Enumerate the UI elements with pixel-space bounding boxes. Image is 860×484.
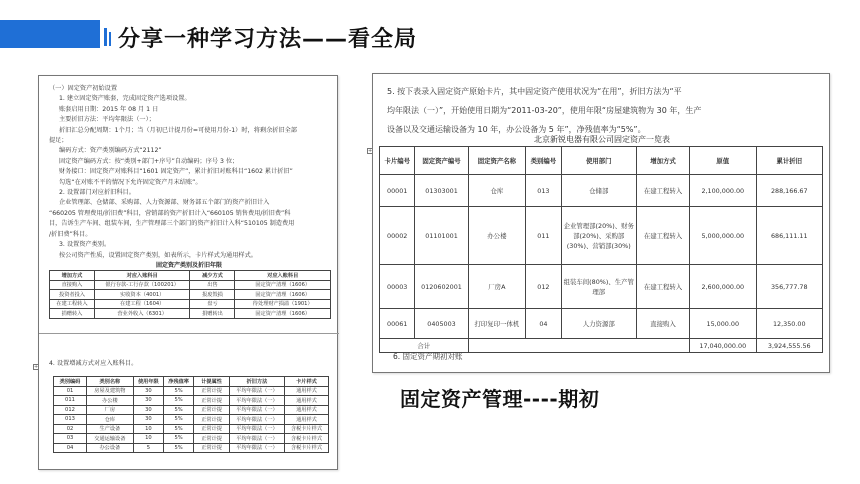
column-header: 类别名称 <box>87 377 134 387</box>
title-accent-tick <box>109 32 111 46</box>
table-cell: 013 <box>54 415 87 425</box>
table-cell: 00002 <box>380 207 415 265</box>
table-cell: 30 <box>133 415 163 425</box>
table-cell: 平均年限法（一） <box>230 396 285 406</box>
instruction-line: /折旧费”科目。 <box>49 230 92 238</box>
instruction-line: 财务接口：固定资产对账科目“1601 固定资产”，累计折旧对账科目“1602 累计折旧” <box>59 168 293 176</box>
table-cell: 交通运输设备 <box>87 434 134 444</box>
column-header: 卡片编号 <box>380 147 415 175</box>
table-cell: 在建工程转入 <box>50 299 95 309</box>
table-cell: 固定资产清理（1606） <box>235 290 331 300</box>
column-header: 增加方式 <box>636 147 689 175</box>
instruction-line: 4. 设置增减方式对应入账科目。 <box>49 360 138 367</box>
table-header-row <box>54 377 329 387</box>
table-cell: 30 <box>133 396 163 406</box>
table-row <box>54 443 329 453</box>
table-cell: 仓储部 <box>561 175 636 207</box>
table-cell: 固定资产清理（1606） <box>235 280 331 290</box>
table-cell: 2,100,000.00 <box>690 175 756 207</box>
table-cell: 00061 <box>380 309 415 339</box>
table-cell: 含税卡片样式 <box>285 424 329 434</box>
instruction-line: 均年限法（一）”，开始使用日期为“2011-03-20”，使用年限“房屋建筑物为 30 年，生产 <box>387 106 702 115</box>
table-cell: 固定资产清理（1606） <box>235 309 331 319</box>
table-row <box>50 290 331 300</box>
table-cell: 011 <box>54 396 87 406</box>
table-row <box>380 207 823 265</box>
table-cell: 在建工程转入 <box>636 207 689 265</box>
table-cell: 01303001 <box>415 175 468 207</box>
table-anchor-icon[interactable]: + <box>368 148 373 154</box>
column-header: 使用部门 <box>561 147 636 175</box>
column-header: 类别编码 <box>54 377 87 387</box>
instruction-line: “660205 管理费用/折旧费”科目，营销部的资产折旧计入“660105 销售费用/折旧费”科 <box>49 209 291 217</box>
table-cell: 仓库 <box>468 175 526 207</box>
instruction-line: 固定资产编码方式：按“类别+部门+序号”自动编码；序号 3 位； <box>59 157 239 165</box>
table-cell: 5% <box>164 386 194 396</box>
section-subtitle: 固定资产管理----期初 <box>400 387 600 411</box>
table-cell: 仓库 <box>87 415 134 425</box>
table-cell: 平均年限法（一） <box>230 386 285 396</box>
table-cell: 组装车间(80%)、生产管理部 <box>561 265 636 309</box>
table-cell: 012 <box>54 405 87 415</box>
table-row <box>50 299 331 309</box>
table-cell: 013 <box>526 175 561 207</box>
step6-text: 6. 固定资产期初对账 <box>393 352 463 361</box>
table-cell: 房屋及建筑物 <box>87 386 134 396</box>
table-row <box>380 265 823 309</box>
table-cell: 含税卡片样式 <box>285 434 329 444</box>
table-cell: 2,600,000.00 <box>690 265 756 309</box>
left-document <box>34 75 338 470</box>
table-cell: 正常计提 <box>194 443 230 453</box>
setup-instructions <box>49 84 333 261</box>
table-cell <box>468 339 689 353</box>
table-cell: 平均年限法（一） <box>230 434 285 444</box>
table-cell: 企业管理部(20%)、财务部(20%)、采购部(30%)、营销部(30%) <box>561 207 636 265</box>
instruction-line: 编码方式：资产类别编码方式“2112” <box>59 147 162 155</box>
column-header: 减少方式 <box>190 271 235 281</box>
instruction-line: 按公司资产性质，设置固定资产类别，如表所示，卡片样式为通用样式。 <box>59 251 257 259</box>
table-row <box>50 280 331 290</box>
total-original-value: 17,040,000.00 <box>690 339 756 353</box>
column-header: 卡片样式 <box>285 377 329 387</box>
column-header: 原值 <box>690 147 756 175</box>
table-cell: 平均年限法（一） <box>230 405 285 415</box>
table-row <box>54 415 329 425</box>
column-header: 对应入账科目 <box>94 271 190 281</box>
table-cell: 在建工程转入 <box>636 265 689 309</box>
instruction-line: 1. 建立固定资产账套，完成固定资产选项设置。 <box>59 95 191 103</box>
instruction-line: 企业管理部、仓储部、采购部、人力资源部、财务部五个部门的资产折旧计入 <box>59 199 270 207</box>
table-cell: 待处理财产损溢（1901） <box>235 299 331 309</box>
right-document <box>368 73 830 373</box>
table-cell: 04 <box>526 309 561 339</box>
table-cell: 办公楼 <box>87 396 134 406</box>
table-cell: 5% <box>164 415 194 425</box>
table-row <box>54 424 329 434</box>
instruction-line: 提足； <box>49 137 68 145</box>
instruction-line: 勾选“在对账不平的情况下允许固定资产月末结账”。 <box>59 178 202 186</box>
table-cell: 生产设备 <box>87 424 134 434</box>
table-cell: 5% <box>164 443 194 453</box>
table-cell: 02 <box>54 424 87 434</box>
column-header: 类别编号 <box>526 147 561 175</box>
table-row <box>380 175 823 207</box>
total-depreciation: 3,924,555.56 <box>756 339 823 353</box>
table-cell: 0405003 <box>415 309 468 339</box>
table-cell: 打印复印一体机 <box>468 309 526 339</box>
table-cell: 通用样式 <box>285 405 329 415</box>
slide-title: 分享一种学习方法——看全局 <box>118 27 418 52</box>
column-header: 计提属性 <box>194 377 230 387</box>
table-cell: 10 <box>133 434 163 444</box>
table-cell: 营业外收入（6301） <box>94 309 190 319</box>
table-cell: 直接购入 <box>50 280 95 290</box>
table-cell: 5% <box>164 434 194 444</box>
table-cell: 03 <box>54 434 87 444</box>
instruction-line: （一）固定资产初始设置 <box>49 85 118 92</box>
instruction-line: 主要折旧方法：平均年限法（一）； <box>59 116 155 124</box>
instruction-line: 3. 设置资产类别。 <box>59 241 111 249</box>
table-cell: 在建工程（1604） <box>94 299 190 309</box>
table-cell: 011 <box>526 207 561 265</box>
table-cell: 5 <box>133 443 163 453</box>
column-header: 折旧方法 <box>230 377 285 387</box>
instruction-line: 账套启用日期：2015 年 08 月 1 日 <box>59 105 159 113</box>
table-cell: 01101001 <box>415 207 468 265</box>
table-cell: 356,777.78 <box>756 265 823 309</box>
table-cell: 12,350.00 <box>756 309 823 339</box>
table-cell: 厂房A <box>468 265 526 309</box>
table-cell: 办公设备 <box>87 443 134 453</box>
table-cell: 5% <box>164 405 194 415</box>
table-cell: 正常计提 <box>194 434 230 444</box>
instruction-line: 5. 按下表录入固定资产原始卡片，其中固定资产使用状况为“在用”，折旧方法为“平 <box>387 87 682 96</box>
table-cell: 正常计提 <box>194 415 230 425</box>
table-cell: 报废毁损 <box>190 290 235 300</box>
column-header: 使用年限 <box>133 377 163 387</box>
table-cell: 15,000.00 <box>690 309 756 339</box>
table-row <box>50 309 331 319</box>
table-cell: 04 <box>54 443 87 453</box>
column-header: 增加方式 <box>50 271 95 281</box>
table-cell: 银行存款-工行存款（100201） <box>94 280 190 290</box>
column-header: 净残值率 <box>164 377 194 387</box>
table-row <box>54 434 329 444</box>
table-cell: 00001 <box>380 175 415 207</box>
table-caption: 北京新锐电器有限公司固定资产一览表 <box>534 135 670 144</box>
column-header: 固定资产名称 <box>468 147 526 175</box>
table-cell: 厂房 <box>87 405 134 415</box>
table-cell: 通用样式 <box>285 386 329 396</box>
table-cell: 0120602001 <box>415 265 468 309</box>
table-row <box>54 405 329 415</box>
title-accent-bar <box>0 20 100 48</box>
table-cell: 平均年限法（一） <box>230 415 285 425</box>
table-cell: 686,111.11 <box>756 207 823 265</box>
table-cell: 正常计提 <box>194 405 230 415</box>
table-cell: 5% <box>164 396 194 406</box>
column-header: 固定资产编号 <box>415 147 468 175</box>
table-cell: 平均年限法（一） <box>230 424 285 434</box>
instruction-line: 目，告诉生产车间、组装车间，生产管理部三个部门的资产折旧计入科“510105 制造费用 <box>49 220 295 228</box>
table-cell: 正常计提 <box>194 396 230 406</box>
table-cell: 盘亏 <box>190 299 235 309</box>
title-accent-tick <box>104 28 107 46</box>
table-cell: 平均年限法（一） <box>230 443 285 453</box>
table-row <box>380 309 823 339</box>
table-cell: 出售 <box>190 280 235 290</box>
table-cell: 在建工程转入 <box>636 175 689 207</box>
table-cell: 288,166.67 <box>756 175 823 207</box>
instruction-line: 2. 设置部门对应折旧科目。 <box>59 189 135 197</box>
table-header-row <box>380 147 823 175</box>
table-caption: 固定资产类别及折旧年限 <box>155 262 222 269</box>
table-cell: 含税卡片样式 <box>285 443 329 453</box>
table-cell: 10 <box>133 424 163 434</box>
step4-text <box>49 359 333 369</box>
table-cell: 正常计提 <box>194 424 230 434</box>
table-cell: 投资者投入 <box>50 290 95 300</box>
add-reduce-table <box>49 270 331 319</box>
total-label: 合计 <box>380 339 469 353</box>
instruction-line: 折旧汇总分配周期：1个月；当（月初已计提月份=可使用月份-1）时，将剩余折旧全部 <box>59 126 298 134</box>
table-cell: 30 <box>133 405 163 415</box>
table-cell: 正常计提 <box>194 386 230 396</box>
instruction-line: 设备以及交通运输设备为 10 年，办公设备为 5 年”，净残值率为“5%”。 <box>387 125 646 134</box>
table-cell: 实收资本（4001） <box>94 290 190 300</box>
category-table <box>53 376 329 453</box>
table-row <box>54 386 329 396</box>
table-header-row <box>50 271 331 281</box>
table-cell: 捐赠转入 <box>50 309 95 319</box>
table-cell: 通用样式 <box>285 396 329 406</box>
table-row <box>54 396 329 406</box>
table-cell: 捐赠转出 <box>190 309 235 319</box>
table-cell: 30 <box>133 386 163 396</box>
table-cell: 5% <box>164 424 194 434</box>
step5-instructions <box>387 82 819 120</box>
table-cell: 012 <box>526 265 561 309</box>
table-anchor-icon[interactable]: + <box>34 364 39 370</box>
table-cell: 直接购入 <box>636 309 689 339</box>
table-cell: 办公楼 <box>468 207 526 265</box>
table-cell: 01 <box>54 386 87 396</box>
table-cell: 人力资源部 <box>561 309 636 339</box>
table-cell: 通用样式 <box>285 415 329 425</box>
column-header: 累计折旧 <box>756 147 823 175</box>
fixed-asset-list-table <box>379 146 823 353</box>
table-cell: 5,000,000.00 <box>690 207 756 265</box>
table-cell: 00003 <box>380 265 415 309</box>
column-header: 对应入账科目 <box>235 271 331 281</box>
